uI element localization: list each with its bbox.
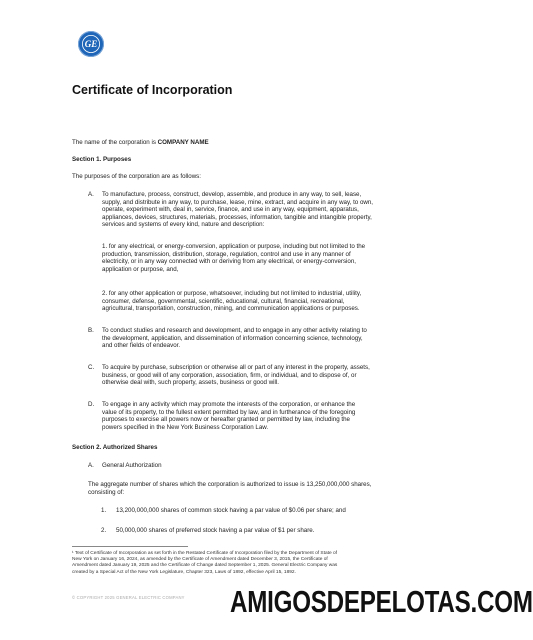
item-c-line: To acquire by purchase, subscription or otherwise all or part of any interest in the property, assets, (102, 364, 370, 371)
para-line: The aggregate number of shares which the corporation is authorized to issue is 13,250,000,000 shares, (88, 481, 372, 488)
item-a-line: To manufacture, process, construct, develop, assemble, and produce in any way, to sell, lease, (102, 191, 362, 198)
item-a-sub-1 (102, 243, 422, 273)
item-b-letter: B. (88, 327, 94, 334)
document-title: Certificate of Incorporation (72, 83, 233, 97)
item-d-letter: D. (88, 401, 95, 408)
intro-line (72, 139, 209, 147)
section2-paragraph (88, 481, 428, 496)
footnote-line: Amendment dated January 19, 2025 and the Certificate of Change dated September 1, 2025. General Electric Company was (72, 563, 338, 569)
section1-lead: The purposes of the corporation are as follows: (72, 173, 201, 180)
footnote-line: created by a Special Act of the New York Legislature, Chapter 323, Laws of 1892, effective April 15, 1892. (72, 569, 296, 575)
intro-prefix: The name of the corporation is (72, 139, 158, 146)
item-d-line: value of its property, to the fullest extent permitted by law, and in furtherance of the foregoing (102, 408, 356, 416)
item-b-line: the development, application, and dissemination of information concerning science, technology, (102, 334, 363, 342)
item-a-line: supply, and distribute in any way, to purchase, lease, mine, extract, and acquire in any way, to own, (102, 198, 374, 206)
share-item-1-num: 1. (101, 507, 107, 514)
item-c-line: business, or good will of any corporation, association, firm, or individual, and to dispose of, or (102, 371, 357, 379)
share-item-2-num: 2. (101, 527, 107, 534)
item-b-line: and other fields of endeavor. (102, 342, 181, 350)
item-c-letter: C. (88, 364, 95, 371)
sub-line: agricultural, transportation, construction, mining, and communication applications or purposes. (102, 305, 360, 313)
item-b-text (102, 327, 422, 350)
sub-line: consumer, defense, governmental, scientific, educational, cultural, financial, recreational, (102, 297, 345, 305)
share-item-1-text: 13,200,000,000 shares of common stock having a par value of $0.06 per share; and (116, 507, 346, 514)
footnote-line: New York on January 16, 2024, as amended by the Certificate of Amendment dated December 3, 2015, the Certificate of (72, 557, 328, 563)
sub-line: electricity, or in any way connected with or deriving from any electrical, or energy-conversion, (102, 258, 357, 266)
item-a-line: operate, experiment with, deal in, service, finance, and use in any way, equipment, apparatus, (102, 206, 359, 214)
item-d-line: To engage in any activity which may promote the interests of the corporation, or enhance the (102, 401, 356, 408)
item-a-sub-2 (102, 290, 422, 313)
sub-line: application or purpose, and, (102, 265, 179, 273)
item-a-line: services and systems of every kind, nature and description: (102, 221, 265, 229)
sub-line: 2. for any other application or purpose, whatsoever, including but not limited to industrial, utility, (102, 290, 362, 297)
footnote-line: ¹ Text of Certificate of Incorporation as set forth in the Restated Certificate of Incorporation filed by the Department of State of (72, 551, 337, 556)
section1-heading: Section 1. Purposes (72, 156, 132, 163)
item-d-text (102, 401, 422, 431)
item-d-line: purposes to exercise all powers now or hereafter granted or permitted by law, including the (102, 416, 350, 424)
ge-logo-icon (78, 31, 104, 57)
svg-text:GE: GE (84, 39, 98, 50)
company-name: COMPANY NAME (157, 139, 209, 146)
item-a-text (102, 191, 422, 229)
share-item-2-text: 50,000,000 shares of preferred stock having a par value of $1 per share. (116, 527, 315, 534)
item-d-line: powers specified in the New York Business Corporation Law. (102, 423, 269, 431)
item-a-line: appliances, devices, structures, materials, processes, information, tangible and intangible property, (102, 213, 372, 221)
sub-line: 1. for any electrical, or energy-conversion, application or purpose, including but not limited to the (102, 243, 366, 250)
item-a-letter: A. (88, 191, 94, 198)
item-c-text (102, 364, 422, 387)
para-line: consisting of: (88, 488, 125, 496)
footnote (72, 551, 432, 576)
item-c-line: otherwise deal with, such property, assets, business or good will. (102, 379, 280, 387)
footnote-divider (72, 546, 188, 547)
section2-heading: Section 2. Authorized Shares (72, 444, 158, 451)
copyright-notice: © COPYRIGHT 2025 GENERAL ELECTRIC COMPANY (72, 595, 185, 600)
section2-sub-a-label: General Authorization (102, 462, 162, 469)
sub-line: production, transmission, distribution, storage, regulation, control and use in any manner of (102, 250, 351, 258)
section2-sub-a-letter: A. (88, 462, 94, 469)
watermark-text: AMIGOSDEPELOTAS.COM (230, 584, 533, 619)
item-b-line: To conduct studies and research and development, and to engage in any other activity relating to (102, 327, 367, 334)
